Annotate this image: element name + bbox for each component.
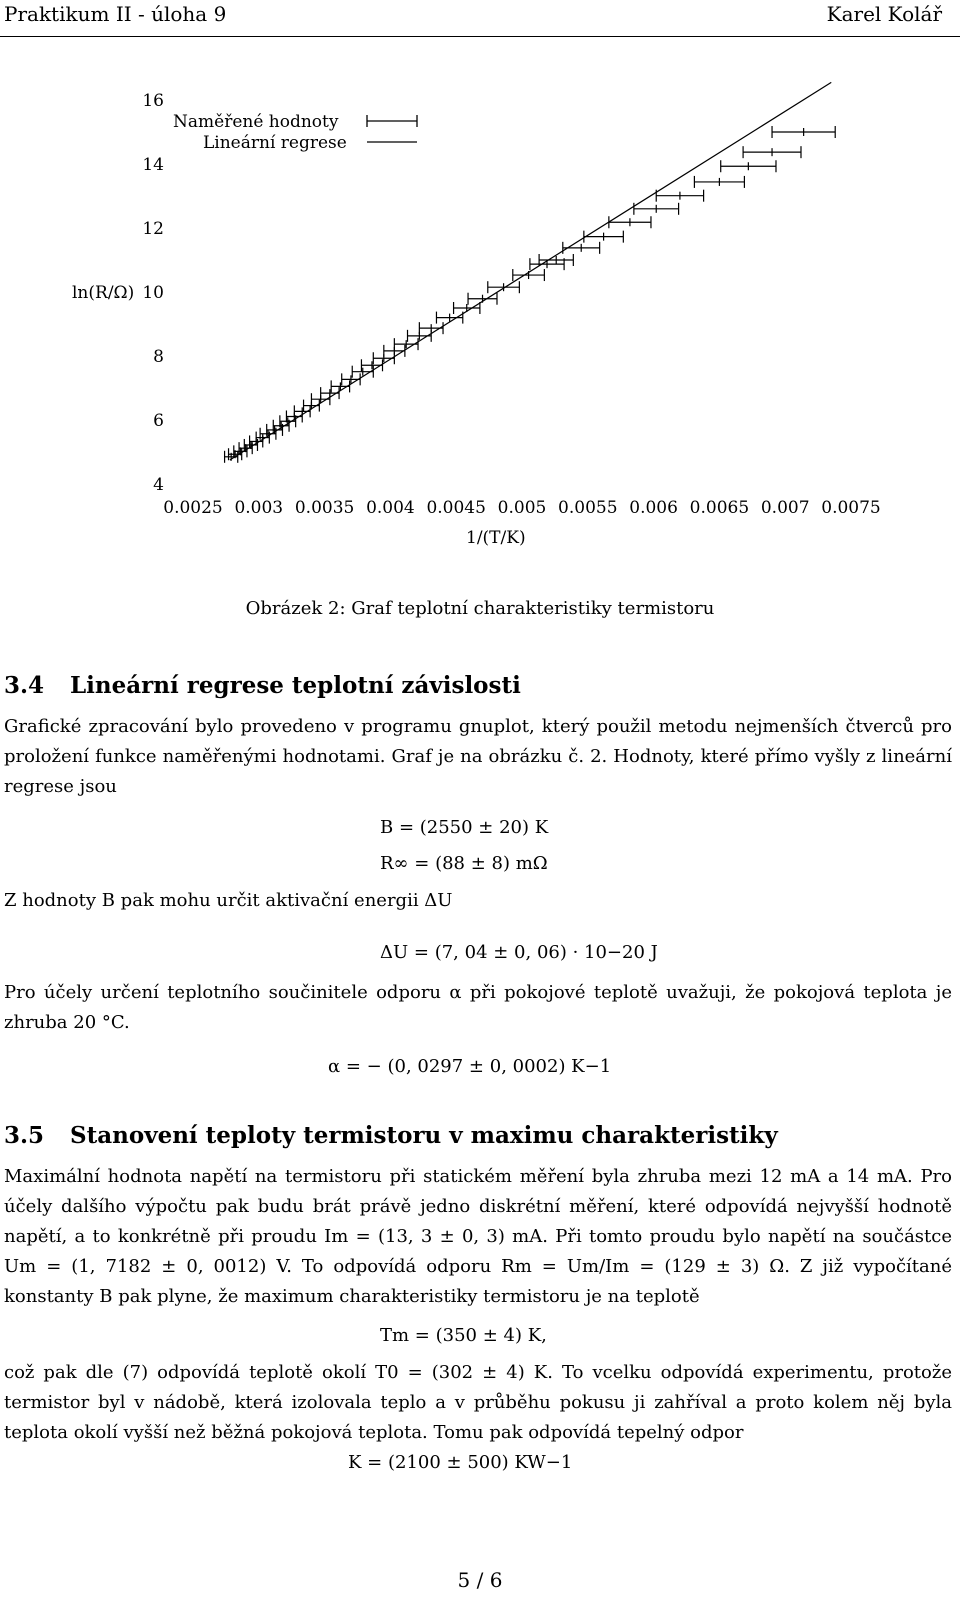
y-tick-label: 4 [153,475,164,495]
paragraph-3 [4,978,952,1038]
section-number: 3.5 [4,1122,45,1149]
x-tick-label: 0.005 [497,498,547,518]
legend-label-measured: Naměřené hodnoty [173,112,339,132]
x-tick-label: 0.0075 [821,498,881,518]
data-point [563,242,600,254]
paragraph-2 [4,886,952,916]
x-tick-label: 0.003 [234,498,284,518]
header-left: Praktikum II - úloha 9 [4,2,227,26]
data-point [584,231,623,243]
paragraph-1 [4,712,952,802]
section-title: Lineární regrese teplotní závislosti [70,672,521,699]
section-number: 3.4 [4,672,45,699]
page-number: 5 / 6 [457,1568,503,1592]
y-tick-label: 6 [153,411,164,431]
x-tick-label: 0.007 [760,498,810,518]
equation-Tm: Tm = (350 ± 4) K, [380,1325,547,1346]
y-tick-label: 10 [142,283,164,303]
x-tick-labels [163,498,880,518]
data-point [234,445,247,457]
x-tick-label: 0.0065 [689,498,750,518]
y-tick-labels [142,91,164,495]
data-point [394,338,418,350]
paragraph-5 [4,1358,952,1448]
section-heading-3-5 [4,1122,778,1149]
y-tick-label: 12 [142,219,164,239]
x-tick-label: 0.0055 [558,498,618,518]
legend-label-regression: Lineární regrese [203,133,347,153]
x-tick-label: 0.0045 [426,498,486,518]
y-tick-label: 16 [142,91,164,111]
y-tick-label: 14 [142,155,164,175]
header-right: Karel Kolář [826,2,942,26]
paragraph-text: což pak dle (7) odpovídá teplotě okolí T0 = (302 ± 4) K. To vcelku odpovídá experimentu, protože termistor byl v nádobě, která izolovala teplo a v průběhu pokusu ji zahříval a proto kolem něj byla teplota okolí vyšší než běžná pokojová teplota. Tomu pak odpovídá tepelný odpor [4,1362,952,1443]
x-tick-label: 0.0025 [163,498,223,518]
legend [173,112,417,153]
x-tick-label: 0.006 [629,498,678,518]
data-point [694,176,744,188]
paragraph-text: Pro účely určení teplotního součinitele odporu α při pokojové teplotě uvažuji, že pokojová teplota je zhruba 20 °C. [4,982,952,1033]
equation-B: B = (2550 ± 20) K [380,817,549,838]
x-tick-label: 0.004 [366,498,415,518]
data-point [656,190,703,202]
y-axis-label: ln(R/Ω) [72,283,135,303]
paragraph-text: Maximální hodnota napětí na termistoru při statickém měření byla zhruba mezi 12 mA a 14 mA. Pro účely dalšího výpočtu pak budu brát právě jedno diskrétní měření, které odpovídá nejvyšší hodnotě napětí, a to konkrétně při proudu Im = (13, 3 ± 0, 3) mA. Při tomto proudu bylo napětí na součástce Um = (1, 7182 ± 0, 0012) V. To odpovídá odporu Rm = Um/Im = (129 ± 3) Ω. Z již vypočítané konstanty B pak plyne, že maximum charakteristiky termistoru je na teplotě [4,1166,952,1307]
data-point [361,359,382,371]
y-tick-label: 8 [153,347,164,367]
paragraph-text: Grafické zpracování bylo provedeno v programu gnuplot, který použil metodu nejmenších čtverců pro proložení funkce naměřenými hodnotami. Graf je na obrázku č. 2. Hodnoty, které přímo vyšly z lineární regrese jsou [4,716,952,797]
data-point [454,302,480,314]
section-title: Stanovení teploty termistoru v maximu charakteristiky [70,1122,778,1149]
data-point [721,160,776,172]
data-point [488,281,520,293]
equation-alpha: α = − (0, 0297 ± 0, 0002) K−1 [328,1056,612,1077]
equation-K: K = (2100 ± 500) KW−1 [348,1452,573,1473]
section-heading-3-4 [4,672,521,699]
data-point [743,146,801,158]
data-point [225,451,238,463]
thermistor-chart [0,70,960,570]
equation-deltaU: ΔU = (7, 04 ± 0, 06) · 10−20 J [380,942,658,963]
data-point [634,203,679,215]
x-tick-label: 0.0035 [294,498,355,518]
figure-caption: Obrázek 2: Graf teplotní charakteristiky termistoru [245,598,715,619]
x-axis-label: 1/(T/K) [466,528,526,548]
header-rule [0,36,960,37]
paragraph-4 [4,1162,952,1312]
equation-R-inf: R∞ = (88 ± 8) mΩ [380,853,548,874]
data-point [772,126,835,138]
data-point [229,448,242,460]
paragraph-text: Z hodnoty B pak mohu určit aktivační energii ΔU [4,890,453,911]
